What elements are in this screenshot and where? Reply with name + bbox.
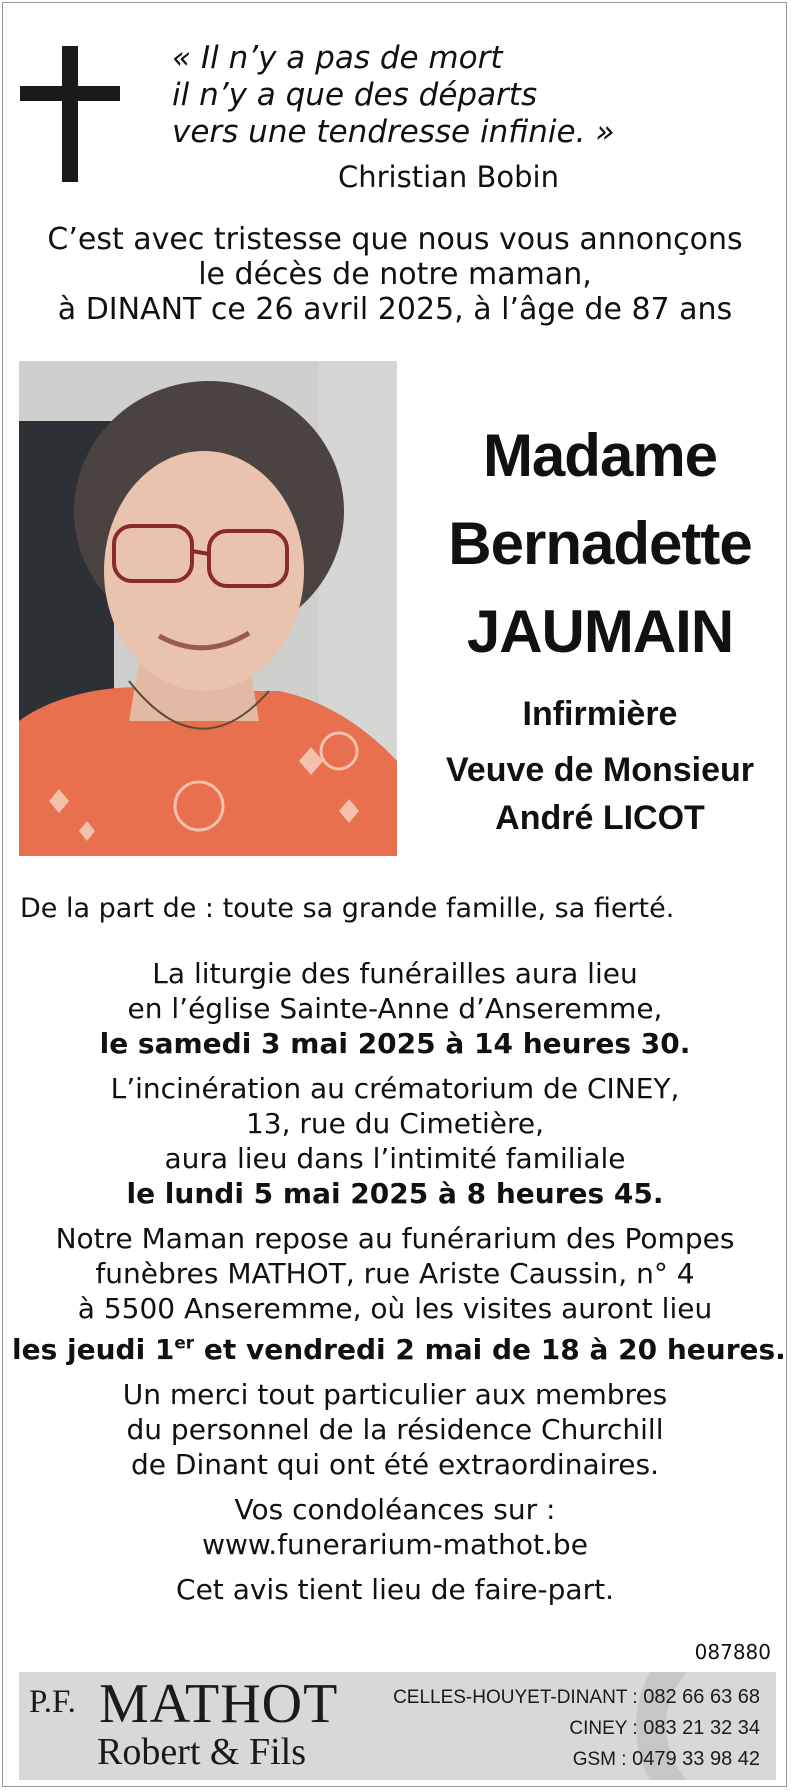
name-line: Bernadette	[448, 510, 752, 577]
spouse-line: André LICOT	[495, 799, 705, 837]
thanks-line: Un merci tout particulier aux membres	[122, 1378, 668, 1412]
announcement-line: C’est avec tristesse que nous vous annonçons	[47, 222, 743, 257]
quote-line: vers une tendresse infinie. »	[172, 114, 615, 150]
visitation-line: funèbres MATHOT, rue Ariste Caussin, n° 4	[95, 1257, 695, 1290]
announcement	[20, 222, 770, 327]
contact-row: CINEY : 083 21 32 34	[569, 1717, 760, 1739]
ceremony-date: le samedi 3 mai 2025 à 14 heures 30.	[99, 1027, 691, 1060]
name-line: Madame	[482, 422, 718, 489]
contact-list	[393, 1682, 760, 1775]
funeral-home-footer	[19, 1672, 776, 1780]
cremation-line: aura lieu dans l’intimité familiale	[164, 1142, 626, 1175]
deceased-bio	[410, 690, 790, 842]
profession: Infirmière	[522, 695, 678, 733]
brand-prefix: P.F.	[29, 1684, 76, 1720]
cremation-date: le lundi 5 mai 2025 à 8 heures 45.	[126, 1177, 664, 1210]
closing-line: Cet avis tient lieu de faire-part.	[176, 1573, 614, 1607]
notice-body	[12, 956, 786, 1607]
quote-line: « Il n’y a pas de mort	[172, 40, 503, 76]
brand-name: MATHOT	[99, 1673, 339, 1735]
reference-number: 087880	[694, 1640, 771, 1664]
contact-row: GSM : 0479 33 98 42	[572, 1748, 760, 1770]
announcement-line: le décès de notre maman,	[198, 257, 592, 292]
visitation-line: à 5500 Anseremme, où les visites auront lieu	[77, 1292, 713, 1325]
spouse-line: Veuve de Monsieur	[446, 751, 754, 789]
quote-author: Christian Bobin	[338, 160, 559, 194]
visitation-dates: les jeudi 1er et vendredi 2 mai de 18 à 20 heures.	[12, 1333, 786, 1367]
quote-line: il n’y a que des départs	[172, 77, 538, 113]
visitation-line: Notre Maman repose au funérarium des Pompes	[55, 1222, 735, 1255]
quote	[172, 40, 692, 151]
contact-row: CELLES-HOUYET-DINANT : 082 66 63 68	[393, 1686, 760, 1708]
ceremony-line: La liturgie des funérailles aura lieu	[152, 957, 638, 990]
condolences-label: Vos condoléances sur :	[234, 1493, 556, 1527]
condolences-link[interactable]: www.funerarium-mathot.be	[202, 1528, 588, 1562]
name-line: JAUMAIN	[466, 598, 734, 665]
deceased-name	[410, 412, 790, 676]
portrait-photo	[19, 361, 397, 856]
thanks-line: de Dinant qui ont été extraordinaires.	[130, 1448, 659, 1482]
thanks-line: du personnel de la résidence Churchill	[126, 1413, 664, 1447]
family-line: De la part de : toute sa grande famille, sa fierté.	[20, 893, 675, 924]
cremation-line: 13, rue du Cimetière,	[245, 1107, 545, 1140]
ceremony-line: en l’église Sainte-Anne d’Anseremme,	[127, 992, 663, 1025]
announcement-line: à DINANT ce 26 avril 2025, à l’âge de 87 ans	[57, 292, 733, 327]
brand-subtitle: Robert & Fils	[97, 1731, 307, 1773]
cremation-line: L’incinération au crématorium de CINEY,	[110, 1072, 680, 1105]
